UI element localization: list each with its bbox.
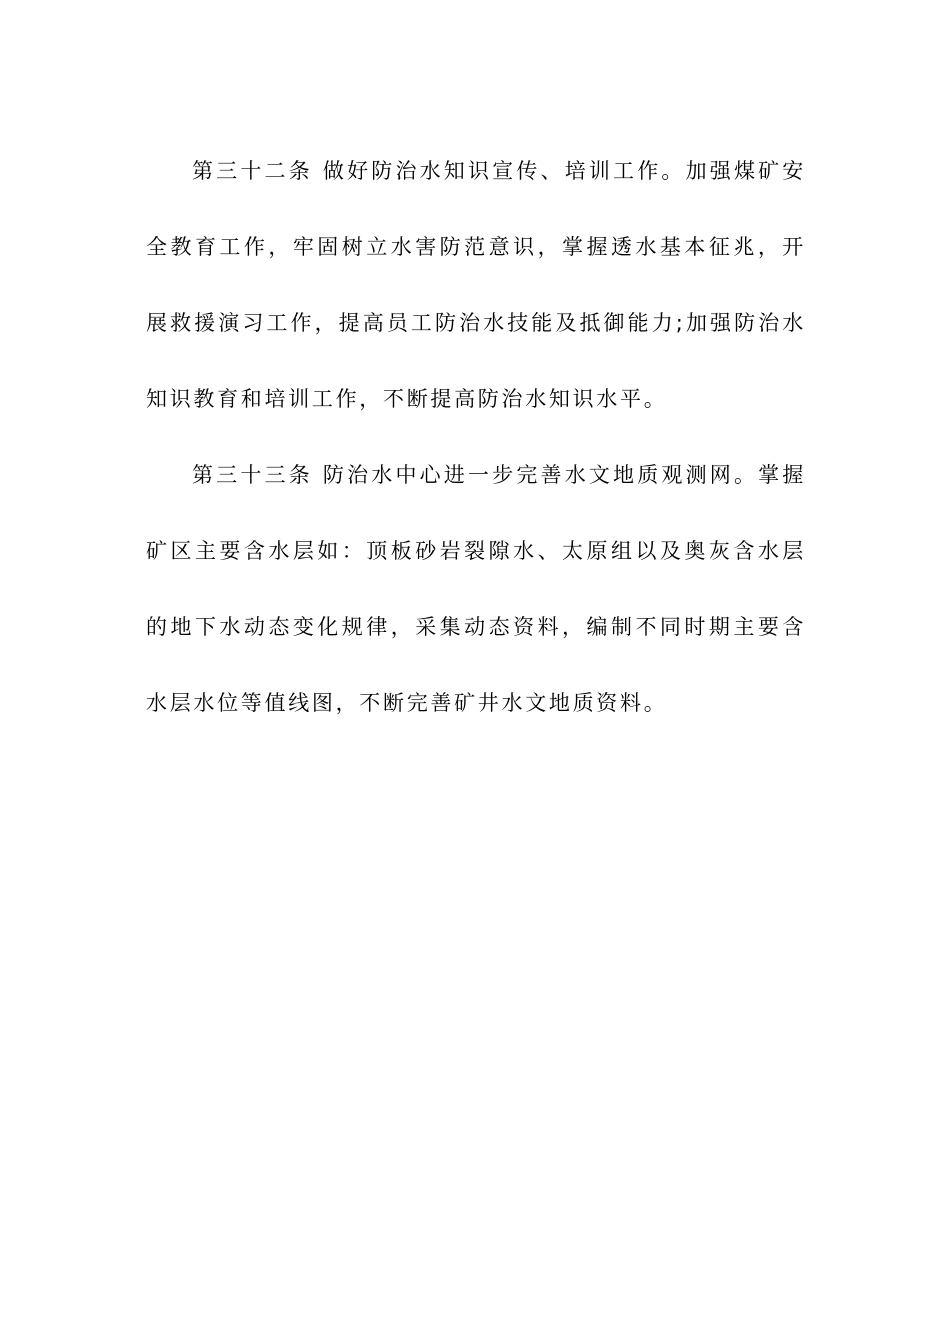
article-32-label: 第三十二条 [192,159,313,183]
article-33 [146,437,806,741]
article-33-text: 防治水中心进一步完善水文地质观测网。掌握矿区主要含水层如：顶板砂岩裂隙水、太原组以及奥灰含水层的地下水动态变化规律，采集动态资料，编制不同时期主要含水层水位等值线图，不断完善矿井水文地质资料。 [146,463,807,715]
document-body [146,133,806,741]
article-33-label: 第三十三条 [192,463,313,487]
article-32-text: 做好防治水知识宣传、培训工作。加强煤矿安全教育工作，牢固树立水害防范意识，掌握透水基本征兆，开展救援演习工作，提高员工防治水技能及抵御能力;加强防治水知识教育和培训工作，不断提高防治水知识水平。 [146,159,807,411]
article-32 [146,133,806,437]
